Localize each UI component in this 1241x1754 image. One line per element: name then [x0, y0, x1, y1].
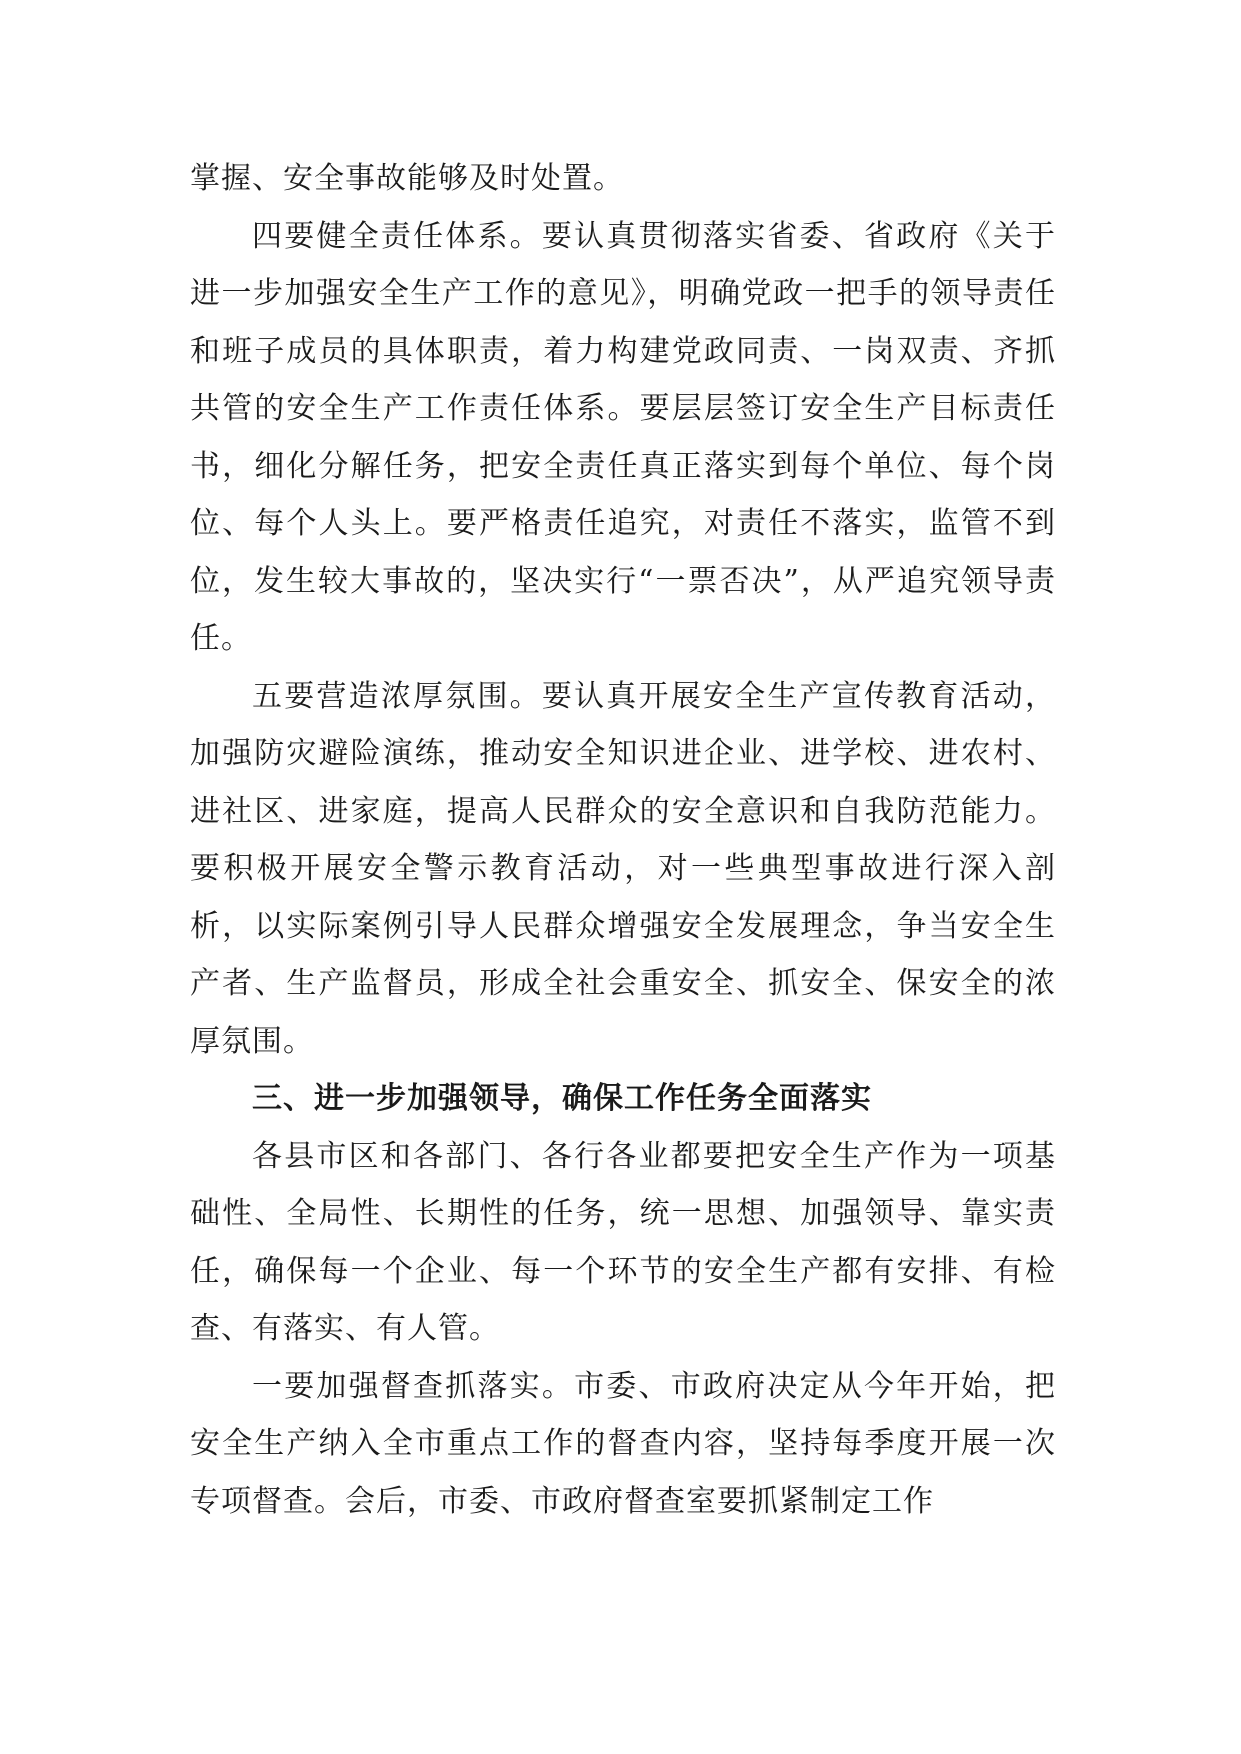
document-body [190, 150, 1056, 1530]
paragraph-supervision: 一要加强督查抓落实。市委、市政府决定从今年开始，把安全生产纳入全市重点工作的督查内容，坚持每季度开展一次专项督查。会后，市委、市政府督查室要抓紧制定工作 [190, 1368, 1056, 1519]
section-heading-three: 三、进一步加强领导，确保工作任务全面落实 [252, 1081, 872, 1116]
paragraph-safety-atmosphere: 五要营造浓厚氛围。要认真开展安全生产宣传教育活动，加强防灾避险演练，推动安全知识进企业、进学校、进农村、进社区、进家庭，提高人民群众的安全意识和自我防范能力。要积极开展安全警示教育活动，对一些典型事故进行深入剖析，以实际案例引导人民群众增强安全发展理念，争当安全生产者、生产监督员，形成全社会重安全、抓安全、保安全的浓厚氛围。 [190, 678, 1056, 1059]
paragraph-section-intro: 各县市区和各部门、各行各业都要把安全生产作为一项基础性、全局性、长期性的任务，统一思想、加强领导、靠实责任，确保每一个企业、每一个环节的安全生产都有安排、有检查、有落实、有人管。 [190, 1138, 1056, 1346]
paragraph-responsibility-system: 四要健全责任体系。要认真贯彻落实省委、省政府《关于进一步加强安全生产工作的意见》，明确党政一把手的领导责任和班子成员的具体职责，着力构建党政同责、一岗双责、齐抓共管的安全生产工作责任体系。要层层签订安全生产目标责任书，细化分解任务，把安全责任真正落实到每个单位、每个岗位、每个人头上。要严格责任追究，对责任不落实，监管不到位，发生较大事故的，坚决实行“一票否决”，从严追究领导责任。 [190, 218, 1056, 656]
paragraph-continuation: 掌握、安全事故能够及时处置。 [190, 161, 624, 196]
